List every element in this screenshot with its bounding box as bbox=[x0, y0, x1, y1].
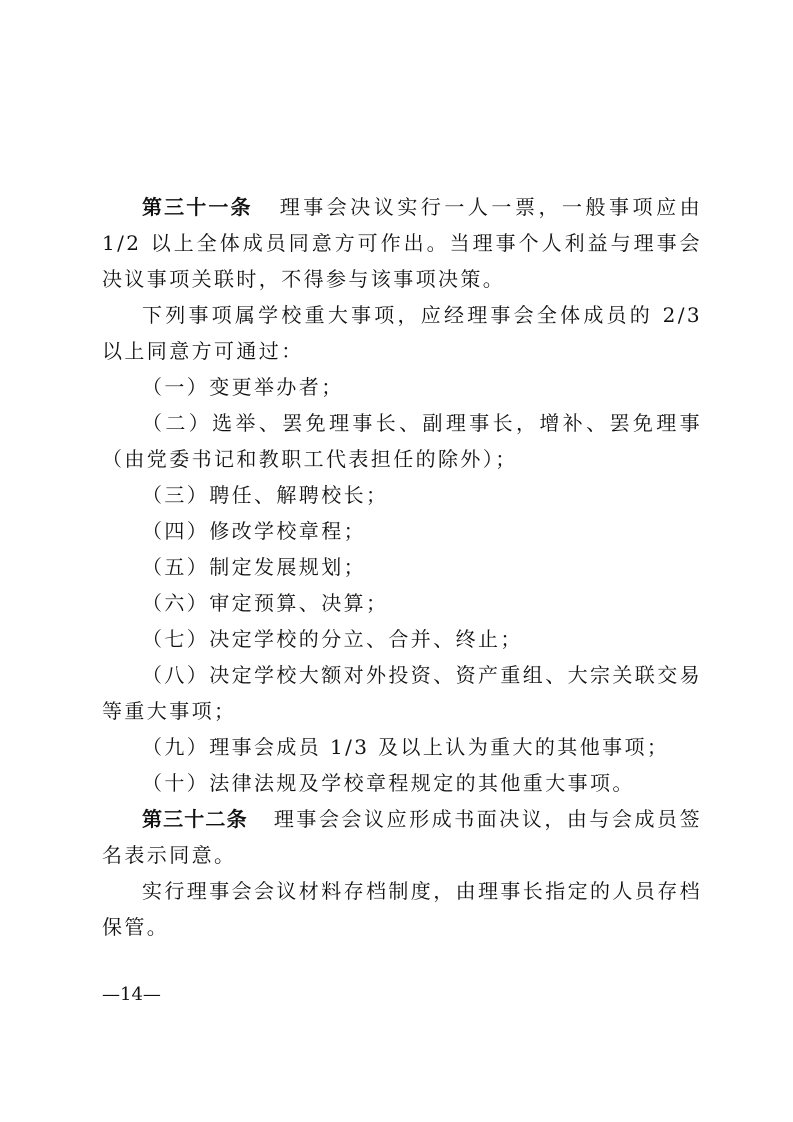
article-31-heading: 第三十一条 bbox=[142, 195, 253, 219]
list-item: （四）修改学校章程； bbox=[142, 519, 366, 543]
major-matters-intro: 下列事项属学校重大事项，应经理事会全体成员的 2/3 以上同意方可通过： bbox=[102, 303, 702, 363]
article-31-paragraph bbox=[102, 189, 702, 297]
article-31-text: 理事会决议实行一人一票，一般事项应由 1/2 以上全体成员同意方可作出。当理事个人利益与理事会决议事项关联时，不得参与该事项决策。 bbox=[102, 195, 702, 291]
document-body bbox=[102, 189, 702, 945]
article-32-heading: 第三十二条 bbox=[142, 807, 248, 831]
article-32-paragraph bbox=[102, 801, 702, 873]
list-item: （三）聘任、解聘校长； bbox=[142, 483, 389, 507]
list-item: （二）选举、罢免理事长、副理事长，增补、罢免理事（由党委书记和教职工代表担任的除外）； bbox=[102, 411, 702, 471]
list-item: （七）决定学校的分立、合并、终止； bbox=[142, 627, 523, 651]
list-item: （五）制定发展规划； bbox=[142, 555, 366, 579]
list-item: （一）变更举办者； bbox=[142, 375, 344, 399]
list-item: （十）法律法规及学校章程规定的其他重大事项。 bbox=[142, 771, 635, 795]
archive-paragraph: 实行理事会会议材料存档制度，由理事长指定的人员存档保管。 bbox=[102, 879, 702, 939]
page-number: —14— bbox=[102, 984, 161, 1005]
list-item: （八）决定学校大额对外投资、资产重组、大宗关联交易等重大事项； bbox=[102, 663, 702, 723]
list-item: （九）理事会成员 1/3 及以上认为重大的其他事项； bbox=[142, 735, 670, 759]
article-32-text: 理事会会议应形成书面决议，由与会成员签名表示同意。 bbox=[102, 807, 703, 867]
list-item: （六）审定预算、决算； bbox=[142, 591, 389, 615]
